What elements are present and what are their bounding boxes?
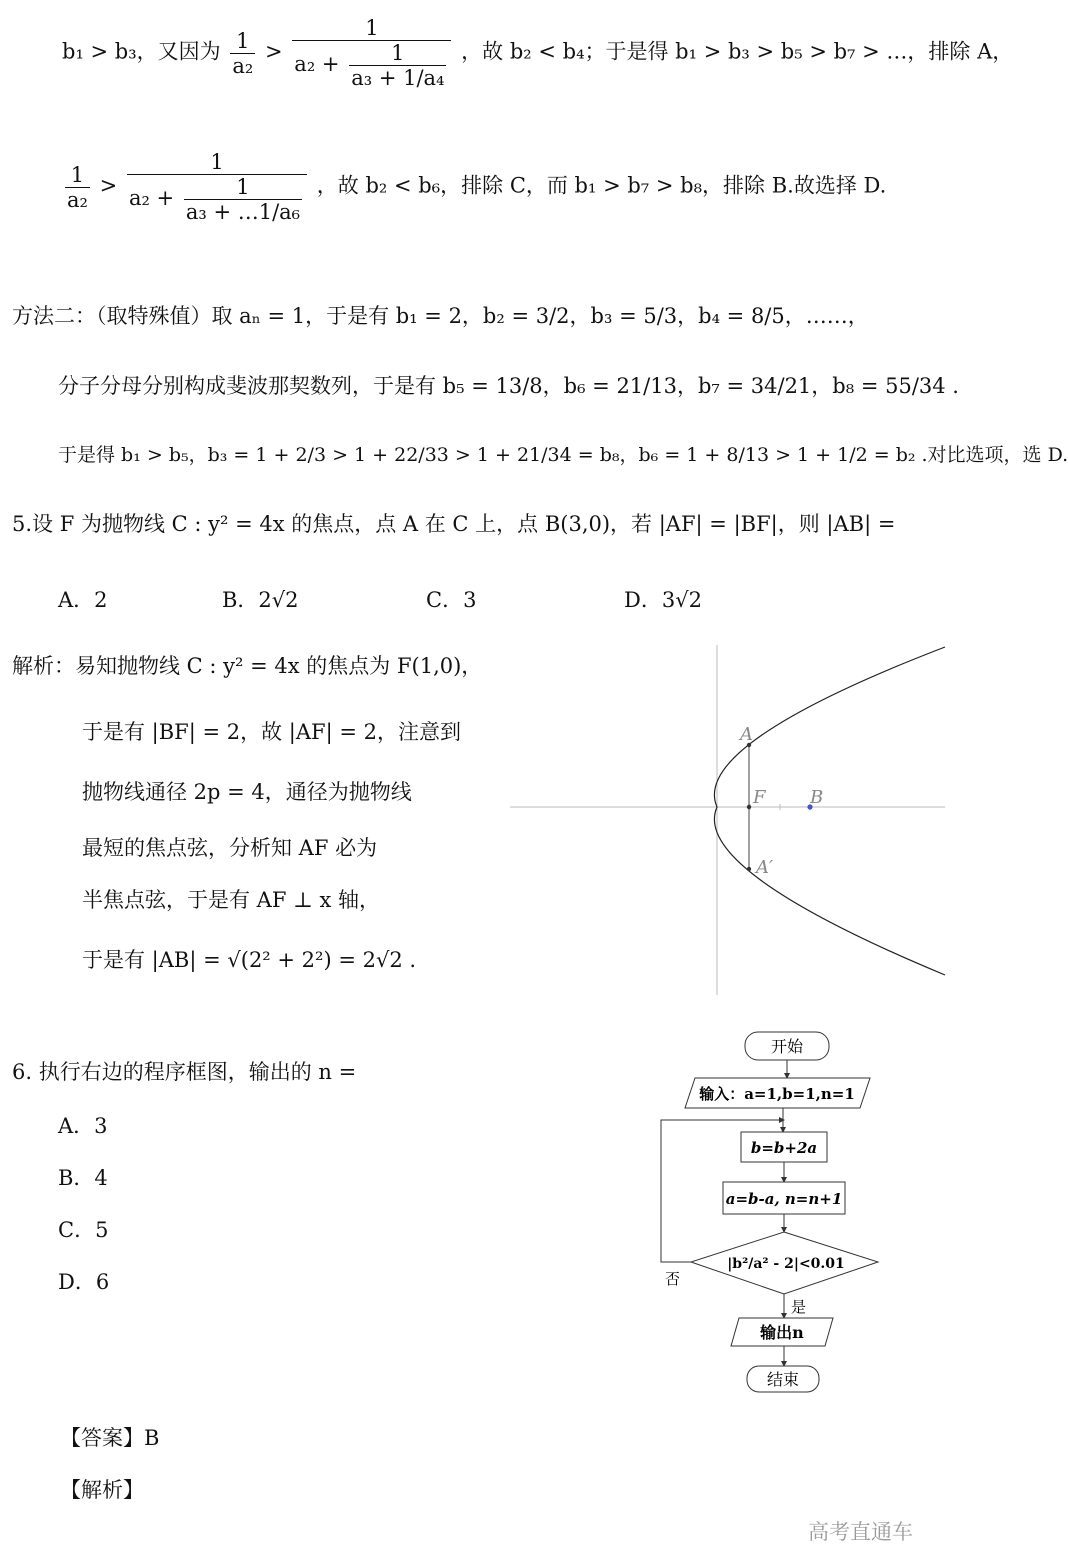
method1-line2: $\frac{1}{\text{a₂}}$ > 1 a₂ + $\frac{1}{\text{a₃ + …1/a₆}}$ ，故 b₂ < b₆，排除 C，而 b₁ > b₇ > b₈，排除 B.故选择 D. — [67, 150, 887, 224]
q5-option-b: B．2√2 — [222, 588, 299, 612]
method1-line1: b₁ > b₃，又因为 $\frac{1}{\text{a₂}}$ > 1 a₂ + $\frac{1}{\text{a₃ + 1/a₄}}$ ，故 b₂ < b₄；于是得 b₁ > b₃ > b₅ > b₇ > …，排除 A， — [62, 16, 1014, 90]
q6-answer: 【答案】B — [60, 1426, 160, 1450]
svg-text:b=b+2a: b=b+2a — [750, 1139, 818, 1157]
point-f — [747, 805, 751, 809]
label-a-prime: A′ — [756, 857, 774, 878]
q5-option-d: D．3√2 — [624, 588, 702, 612]
flowchart — [655, 1028, 890, 1398]
method1-line2-suffix: ，故 b₂ < b₆，排除 C，而 b₁ > b₇ > b₈，排除 B.故选择 D. — [316, 173, 887, 198]
svg-text:|b²/a² - 2|<0.01: |b²/a² - 2|<0.01 — [727, 1256, 845, 1272]
fraction-1-over-a2: $\frac{1}{\text{a₂}}$ — [232, 28, 254, 78]
label-b: B — [810, 787, 824, 808]
q5-analysis-4: 半焦点弦，于是有 AF ⊥ x 轴， — [82, 888, 381, 912]
method2-line2: 分子分母分别构成斐波那契数列，于是有 b₅ = 13/8，b₆ = 21/13，b₇ = 34/21，b₈ = 55/34 . — [58, 374, 959, 398]
svg-text:结束: 结束 — [766, 1370, 800, 1389]
method2-line1: 方法二：（取特殊值）取 aₙ = 1，于是有 b₁ = 2，b₂ = 3/2，b₃ = 5/3，b₄ = 8/5，……， — [12, 304, 869, 328]
q5-analysis-3: 最短的焦点弦，分析知 AF 必为 — [82, 836, 378, 860]
q6-analysis-heading: 【解析】 — [60, 1478, 144, 1502]
point-a-prime — [747, 867, 751, 871]
q5-analysis-2: 抛物线通径 2p = 4，通径为抛物线 — [82, 780, 412, 804]
fraction-1-over-a2-b: $\frac{1}{\text{a₂}}$ — [67, 162, 88, 212]
flow-yes-label: 是 — [791, 1298, 807, 1316]
method2-line3: 于是得 b₁ > b₅，b₃ = 1 + 2/3 > 1 + 22/33 > 1 + 21/34 = b₈，b₆ = 1 + 8/13 > 1 + 1/2 = b₂ .对比选项，选 D. — [58, 444, 1068, 466]
watermark: 高考直通车 — [808, 1520, 913, 1544]
svg-text:开始: 开始 — [770, 1037, 804, 1056]
q5-analysis-5: 于是有 |AB| = √(2² + 2²) = 2√2 . — [82, 948, 417, 972]
q6-option-d: D．6 — [58, 1270, 110, 1294]
continued-fraction-a6: 1 a₂ + $\frac{1}{\text{a₃ + …1/a₆}}$ — [127, 150, 307, 224]
method1-line1-prefix: b₁ > b₃，又因为 — [62, 39, 221, 64]
label-a: A — [740, 724, 753, 745]
continued-fraction-a4: 1 a₂ + $\frac{1}{\text{a₃ + 1/a₄}}$ — [292, 16, 451, 90]
svg-text:输出n: 输出n — [760, 1323, 804, 1342]
svg-text:a=b-a, n=n+1: a=b-a, n=n+1 — [725, 1190, 843, 1208]
q6-stem: 6. 执行右边的程序框图，输出的 n = — [12, 1060, 357, 1084]
label-f: F — [753, 787, 766, 808]
q5-option-c: C．3 — [426, 588, 477, 612]
q5-analysis-1: 于是有 |BF| = 2，故 |AF| = 2，注意到 — [82, 720, 462, 744]
method1-line1-suffix: ，故 b₂ < b₄；于是得 b₁ > b₃ > b₅ > b₇ > …，排除 A， — [461, 39, 1014, 64]
svg-text:输入：a=1,b=1,n=1: 输入：a=1,b=1,n=1 — [699, 1085, 855, 1103]
q6-option-b: B．4 — [58, 1166, 108, 1190]
q5-analysis-0: 解析：易知抛物线 C : y² = 4x 的焦点为 F(1,0)， — [12, 654, 483, 678]
q5-stem: 5.设 F 为抛物线 C : y² = 4x 的焦点，点 A 在 C 上，点 B(3,0)，若 |AF| = |BF|，则 |AB| = — [12, 512, 896, 536]
flow-no-label: 否 — [665, 1270, 681, 1288]
q6-option-a: A．3 — [58, 1114, 108, 1138]
q5-option-a: A．2 — [58, 588, 108, 612]
q6-option-c: C．5 — [58, 1218, 109, 1242]
parabola-figure — [510, 645, 945, 995]
